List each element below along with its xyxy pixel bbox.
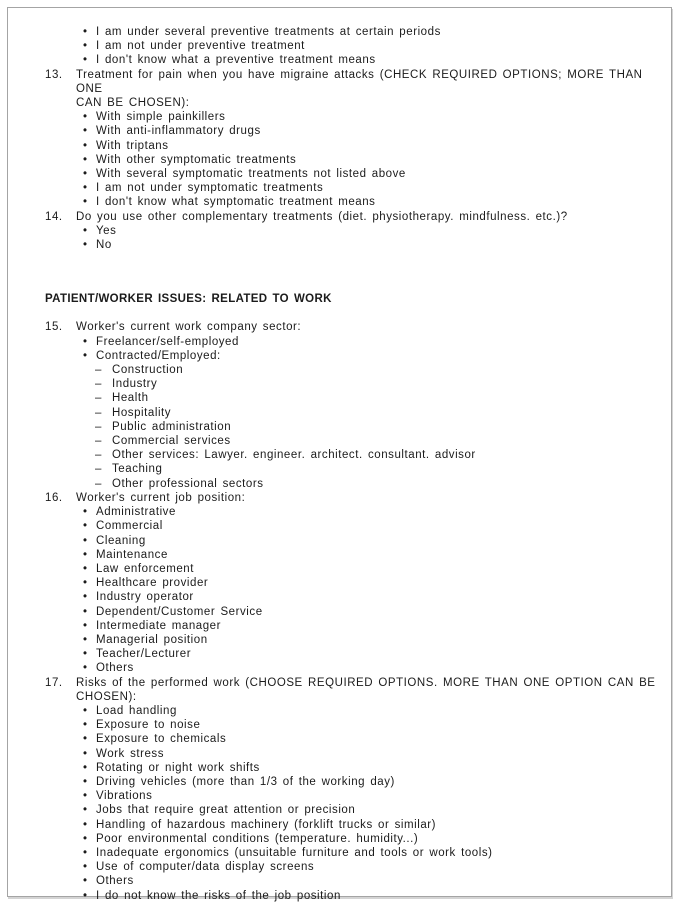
option-label: Handling of hazardous machinery (forklift trucks or similar) [96,818,437,831]
suboption-label: Other services: Lawyer. engineer. architect. consultant. advisor [112,449,476,462]
option-label: I do not know the risks of the job position [96,889,341,902]
suboption-item [95,420,671,434]
bullet-icon: • [83,506,88,519]
question-line [45,68,671,96]
bullet-icon: • [83,548,88,561]
option-item [83,576,671,590]
question-line [45,690,671,704]
option-item [83,761,671,775]
document-content [8,8,671,903]
option-item [83,195,671,209]
option-label: With anti-inflammatory drugs [96,125,261,138]
option-label: Maintenance [96,548,168,561]
option-label: Yes [96,224,117,237]
suboption-item [95,391,671,405]
suboption-item [95,434,671,448]
option-item [83,139,671,153]
suboption-item [95,377,671,391]
question-text: Worker's current job position: [76,491,246,504]
bullet-icon: • [83,747,88,760]
bullet-icon: • [83,619,88,632]
bullet-icon: • [83,520,88,533]
option-label: Jobs that require great attention or precision [96,804,356,817]
question-line [45,676,671,690]
bullet-icon: • [83,153,88,166]
option-label: Law enforcement [96,562,194,575]
option-item [83,874,671,888]
bullet-icon: • [83,704,88,717]
option-label: Cleaning [96,534,146,547]
bullet-icon: • [83,832,88,845]
option-label: With triptans [96,139,169,152]
option-label: I don't know what a preventive treatment means [96,54,376,67]
option-item [83,832,671,846]
option-label: Managerial position [96,633,208,646]
bullet-icon: • [83,818,88,831]
option-item [83,732,671,746]
option-item [83,803,671,817]
option-label: I don't know what symptomatic treatment means [96,196,376,209]
question-line [45,320,671,334]
dash-icon: – [95,392,102,405]
suboption-label: Health [112,392,149,405]
question-line [45,491,671,505]
suboption-item [95,462,671,476]
bullet-icon: • [83,648,88,661]
bullet-icon: • [83,349,88,362]
bullet-icon: • [83,168,88,181]
question-text: CHOSEN): [76,690,137,703]
suboption-label: Public administration [112,420,232,433]
option-label: With several symptomatic treatments not listed above [96,168,406,181]
dash-icon: – [95,463,102,476]
question-text: Worker's current work company sector: [76,321,302,334]
option-item [83,846,671,860]
option-item [83,860,671,874]
option-label: Driving vehicles (more than 1/3 of the working day) [96,775,395,788]
bullet-icon: • [83,111,88,124]
option-label: Exposure to noise [96,719,201,732]
option-label: Inadequate ergonomics (unsuitable furniture and tools or work tools) [96,846,493,859]
bullet-icon: • [83,335,88,348]
option-label: Others [96,662,134,675]
bullet-icon: • [83,662,88,675]
option-item [83,590,671,604]
option-label: Freelancer/self-employed [96,335,239,348]
question-number: 15. [45,321,63,334]
section-header: PATIENT/WORKER ISSUES: RELATED TO WORK [45,293,332,306]
dash-icon: – [95,364,102,377]
bullet-icon: • [83,846,88,859]
bullet-icon: • [83,775,88,788]
option-item [83,718,671,732]
option-label: Work stress [96,747,165,760]
option-item [83,747,671,761]
option-item [83,124,671,138]
option-item [83,167,671,181]
bullet-icon: • [83,719,88,732]
option-label: Vibrations [96,790,153,803]
option-label: With other symptomatic treatments [96,153,297,166]
question-text: CAN BE CHOSEN): [76,97,190,110]
bullet-icon: • [83,889,88,902]
suboption-label: Teaching [112,463,163,476]
bullet-icon: • [83,239,88,252]
bullet-icon: • [83,761,88,774]
option-label: Load handling [96,704,177,717]
option-label: Commercial [96,520,163,533]
dash-icon: – [95,378,102,391]
suboption-item [95,477,671,491]
option-label: I am not under symptomatic treatments [96,182,324,195]
question-text: Treatment for pain when you have migraine attacks (CHECK REQUIRED OPTIONS; MORE THAN ONE [76,68,643,95]
option-label: Teacher/Lecturer [96,648,192,661]
question-number: 17. [45,676,63,689]
option-item [83,605,671,619]
option-label: Use of computer/data display screens [96,861,315,874]
option-item [83,661,671,675]
suboption-label: Hospitality [112,406,172,419]
option-item [83,505,671,519]
option-label: Rotating or night work shifts [96,761,260,774]
bullet-icon: • [83,40,88,53]
bullet-icon: • [83,591,88,604]
option-item [83,889,671,903]
option-item [83,110,671,124]
option-label: I am not under preventive treatment [96,40,305,53]
option-item [83,775,671,789]
bullet-icon: • [83,733,88,746]
bullet-icon: • [83,562,88,575]
suboption-item [95,448,671,462]
bullet-icon: • [83,633,88,646]
bullet-icon: • [83,196,88,209]
bullet-icon: • [83,26,88,38]
dash-icon: – [95,420,102,433]
dash-icon: – [95,406,102,419]
option-item [83,25,671,39]
option-item [83,519,671,533]
question-text: Risks of the performed work (CHOOSE REQUIRED OPTIONS. MORE THAN ONE OPTION CAN BE [76,676,656,689]
option-item [83,53,671,67]
option-item [83,181,671,195]
question-line [45,210,671,224]
option-item [83,633,671,647]
suboption-item [95,363,671,377]
suboption-label: Industry [112,378,158,391]
option-item [83,562,671,576]
option-item [83,548,671,562]
option-label: With simple painkillers [96,111,226,124]
suboption-label: Commercial services [112,435,231,448]
bullet-icon: • [83,182,88,195]
option-item [83,704,671,718]
question-line [45,96,671,110]
option-label: Contracted/Employed: [96,349,221,362]
bullet-icon: • [83,54,88,67]
option-item [83,349,671,363]
dash-icon: – [95,477,102,490]
option-item [83,789,671,803]
option-label: Poor environmental conditions (temperature. humidity...) [96,832,419,845]
question-number: 16. [45,491,63,504]
option-label: No [96,239,112,252]
option-item [83,534,671,548]
option-item [83,335,671,349]
bullet-icon: • [83,875,88,888]
dash-icon: – [95,449,102,462]
question-number: 13. [45,68,63,81]
option-label: Others [96,875,134,888]
bullet-icon: • [83,577,88,590]
document-page [7,7,672,902]
option-label: Exposure to chemicals [96,733,227,746]
option-label: Administrative [96,506,176,519]
bullet-icon: • [83,790,88,803]
bullet-icon: • [83,139,88,152]
option-item [83,39,671,53]
bullet-icon: • [83,125,88,138]
option-item [83,818,671,832]
suboption-item [95,406,671,420]
bullet-icon: • [83,534,88,547]
option-item [83,238,671,252]
option-item [83,153,671,167]
question-text: Do you use other complementary treatments (diet. physiotherapy. mindfulness. etc.)? [76,210,568,223]
option-item [83,647,671,661]
option-label: Intermediate manager [96,619,222,632]
dash-icon: – [95,435,102,448]
option-label: Healthcare provider [96,577,209,590]
bullet-icon: • [83,605,88,618]
bullet-icon: • [83,861,88,874]
bullet-icon: • [83,224,88,237]
suboption-label: Construction [112,364,184,377]
option-item [83,619,671,633]
question-number: 14. [45,210,63,223]
option-label: I am under several preventive treatments at certain periods [96,26,441,38]
bullet-icon: • [83,804,88,817]
option-label: Industry operator [96,591,194,604]
suboption-label: Other professional sectors [112,477,264,490]
option-label: Dependent/Customer Service [96,605,263,618]
option-item [83,224,671,238]
